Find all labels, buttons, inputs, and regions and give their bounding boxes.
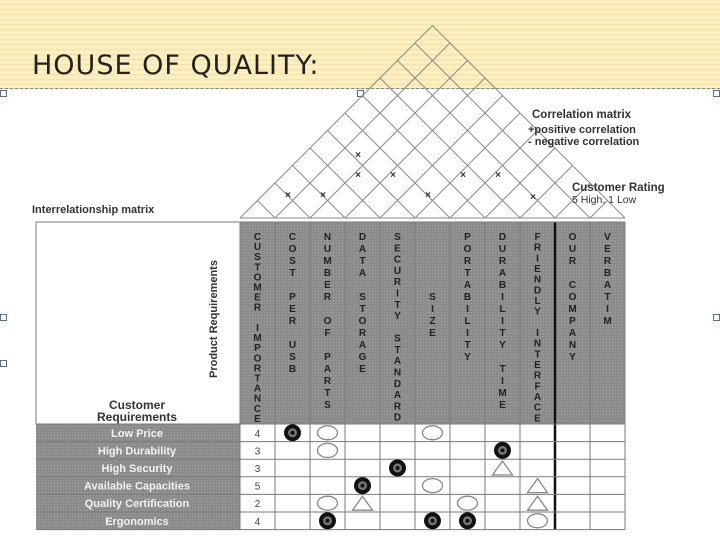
correlation-mark: × bbox=[425, 190, 431, 201]
slide-title: HOUSE OF QUALITY: bbox=[32, 50, 320, 81]
legend-positive: +positive correlation bbox=[528, 124, 636, 136]
customer-requirement-label: Ergonomics bbox=[105, 515, 169, 528]
column-header-label: D U R A B I L I T Y T I M E bbox=[498, 232, 507, 411]
correlation-mark: × bbox=[460, 170, 466, 181]
column-header-label: O U R C O M P A N Y bbox=[568, 232, 577, 363]
importance-value: 2 bbox=[254, 499, 261, 511]
importance-value: 4 bbox=[254, 516, 261, 528]
customer-rating-title: Customer Rating bbox=[572, 182, 665, 194]
correlation-mark: × bbox=[495, 170, 501, 181]
customer-requirement-label: High Durability bbox=[97, 445, 177, 458]
product-requirements-label: Product Requirements bbox=[208, 260, 220, 378]
legend-negative: - negative correlation bbox=[528, 136, 640, 148]
column-header-label: V E R B A T I M bbox=[603, 232, 612, 327]
correlation-mark: × bbox=[390, 170, 396, 181]
importance-value: 3 bbox=[254, 446, 261, 458]
correlation-mark: × bbox=[530, 192, 536, 203]
correlation-mark: × bbox=[285, 190, 291, 201]
customer-requirement-label: High Security bbox=[101, 463, 173, 475]
correlation-mark: × bbox=[355, 150, 361, 161]
medium-relationship-icon bbox=[423, 479, 443, 493]
medium-relationship-icon bbox=[318, 426, 338, 440]
interrelationship-label: Interrelationship matrix bbox=[32, 204, 155, 216]
correlation-mark: × bbox=[355, 170, 361, 181]
column-header-label: D A T A S T O R A G E bbox=[358, 232, 367, 375]
medium-relationship-icon bbox=[318, 496, 338, 510]
column-header-label: N U M B E R O F P A R T S bbox=[323, 232, 332, 411]
customer-requirement-label: Quality Certification bbox=[84, 498, 190, 511]
column-header-label: P O R T A B I L I T Y bbox=[463, 232, 472, 363]
customer-requirement-label: Available Capacities bbox=[84, 480, 190, 493]
customer-requirement-label: Low Price bbox=[111, 427, 163, 440]
medium-relationship-icon bbox=[458, 496, 478, 510]
correlation-mark: × bbox=[320, 190, 326, 201]
customer-rating-scale: 5 High, 1 Low bbox=[572, 194, 637, 206]
importance-value: 3 bbox=[254, 464, 261, 475]
medium-relationship-icon bbox=[318, 443, 338, 457]
legend-title: Correlation matrix bbox=[532, 109, 632, 121]
column-header-label: S E C U R I T Y S T A N D A R D bbox=[393, 232, 402, 424]
column-header-label: F R I E N D L Y I N T E R F A C E bbox=[533, 232, 542, 425]
medium-relationship-icon bbox=[423, 426, 443, 440]
importance-value: 5 bbox=[254, 481, 261, 493]
customer-requirements-label-2: Requirements bbox=[96, 410, 178, 424]
importance-value: 4 bbox=[254, 428, 261, 440]
column-header-label: C U S T O M E R I M P O R T A N C E bbox=[253, 232, 262, 425]
column-header-label: S I Z E bbox=[429, 292, 436, 339]
customer-requirements-label: Customer bbox=[108, 398, 166, 412]
column-header-label: C O S T P E R U S B bbox=[288, 232, 297, 375]
medium-relationship-icon bbox=[528, 514, 548, 528]
